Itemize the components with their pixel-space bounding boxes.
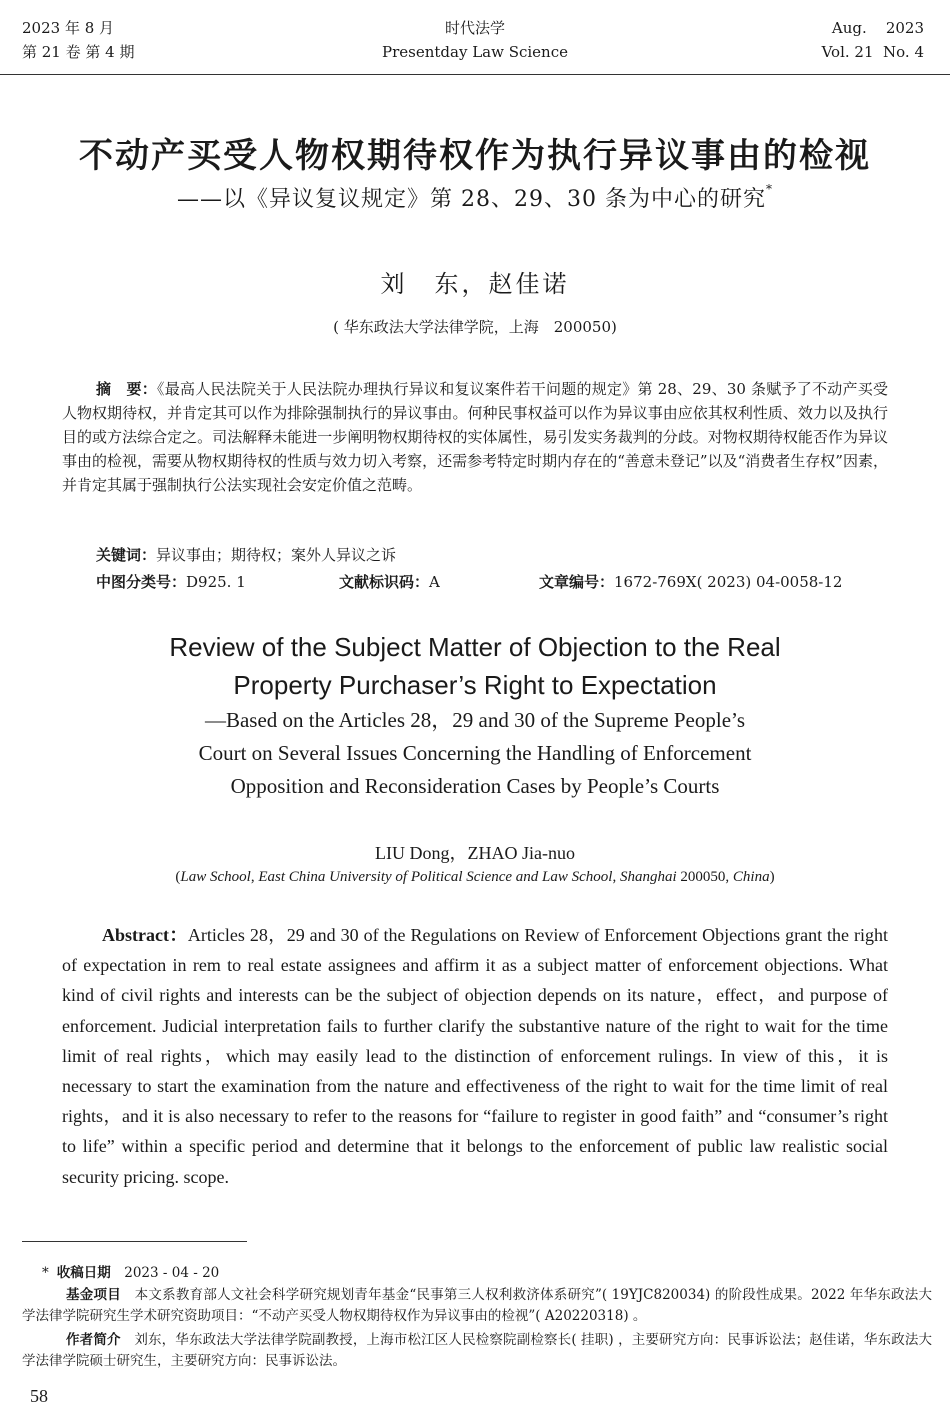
title-en-line-1: Review of the Subject Matter of Objection to the Real <box>169 632 781 662</box>
abstract-cn <box>62 377 888 497</box>
running-header-right <box>822 16 924 64</box>
affil-postcode: 200050 <box>680 869 726 885</box>
abstract-cn-text: 《最高人民法院关于人民法院办理执行异议和复议案件若干问题的规定》第 28、29、30 条赋予了不动产买受人物权期待权，并肯定其可以作为排除强制执行的异议事由。何种民事权益可以作为异议事由应依其权利性质、效力以及执行目的或方法综合定之。司法解释未能进一步阐明物权期待权的实体属性，易引发实务裁判的分歧。对物权期待权能否作为异议事由的检视，需要从物权期待权的性质与效力切入考察，还需参考特定时期内存在的“善意未登记”以及“消费者生存权”因素，并肯定其属于强制执行公法实现社会安定价值之范畴。 <box>62 380 888 494</box>
received-date: 2023 - 04 - 20 <box>124 1265 220 1281</box>
received-label: 收稿日期 <box>56 1265 111 1281</box>
keywords-cn <box>96 544 396 565</box>
subtitle-en-line-2: Court on Several Issues Concerning the Handling of Enforcement <box>198 741 752 765</box>
keywords-text: 异议事由；期待权；案外人异议之诉 <box>156 546 397 564</box>
authors-en: LIU Dong，ZHAO Jia-nuo <box>375 843 575 863</box>
abstract-en <box>62 920 888 1192</box>
journal-name-cn: 时代法学 <box>444 19 505 37</box>
doc-code-value: A <box>429 573 440 591</box>
doc-code-label: 文献标识码： <box>339 573 430 591</box>
doc-code <box>339 571 539 592</box>
subtitle-en-line-3: Opposition and Reconsideration Cases by People’s Courts <box>230 774 720 798</box>
affil-school: Law School <box>180 869 251 885</box>
author-bio-text: 刘东，华东政法大学法律学院副教授，上海市松江区人民检察院副检察长( 挂职) ，主要研究方向：民事诉讼法；赵佳诺，华东政法大学法律学院硕士研究生，主要研究方向：民事诉讼法。 <box>22 1332 933 1369</box>
journal-name-en: Presentday Law Science <box>382 43 568 61</box>
footnote-received <box>22 1263 932 1284</box>
affil-country: China <box>732 869 770 885</box>
classification-line <box>96 571 896 592</box>
running-header-center <box>0 16 950 64</box>
issue-date-en: Aug. 2023 <box>831 19 924 37</box>
affil-city: Shanghai <box>619 869 677 885</box>
clc-number <box>96 571 339 592</box>
footnote-fund <box>22 1285 932 1327</box>
article-number-value: 1672-769X( 2023) 04-0058-12 <box>614 573 843 591</box>
affil-university: East China University of Political Science and Law School <box>258 869 613 885</box>
header-rule <box>0 74 950 75</box>
abstract-cn-label: 摘 要： <box>96 380 157 398</box>
page-number: 58 <box>30 1386 48 1406</box>
received-mark: * <box>42 1265 49 1281</box>
affiliation-cn: ( 华东政法大学法律学院，上海 200050) <box>333 318 617 336</box>
volume-issue-cn: 第 21 卷 第 4 期 <box>22 43 135 61</box>
fund-label: 基金项目 <box>66 1287 121 1303</box>
subtitle-en-line-1: —Based on the Articles 28，29 and 30 of the Supreme People’s <box>204 708 746 732</box>
title-en-line-2: Property Purchaser’s Right to Expectation <box>233 670 717 700</box>
footnote-mark: * <box>765 182 773 196</box>
keywords-label: 关键词： <box>96 546 157 564</box>
abstract-en-label: Abstract： <box>102 925 188 945</box>
author-bio-label: 作者简介 <box>66 1332 121 1348</box>
footnote-author-bio <box>22 1330 932 1372</box>
affil-open: ( <box>175 869 181 885</box>
article-subtitle-en <box>0 704 950 803</box>
affil-close: ) <box>769 869 775 885</box>
article-subtitle-cn <box>0 182 950 213</box>
affiliation-en: (Law School, East China University of Political Science and Law School, Shanghai 200050, China) <box>175 869 775 885</box>
subtitle-cn-text: ——以《异议复议规定》第 28、29、30 条为中心的研究 <box>177 187 766 212</box>
article-title-cn: 不动产买受人物权期待权作为执行异议事由的检视 <box>79 136 871 176</box>
article-number <box>539 571 842 592</box>
article-number-label: 文章编号： <box>539 573 615 591</box>
issue-date-cn: 2023 年 8 月 <box>22 19 115 37</box>
footnote-rule <box>22 1241 247 1242</box>
clc-value: D925. 1 <box>186 573 246 591</box>
article-title-en <box>0 628 950 704</box>
abstract-en-text: Articles 28，29 and 30 of the Regulations on Review of Enforcement Objections grant the right of expectation in rem to real estate assignees and affirm it as a subject matter of enforcement objections. What kind of civil rights and interests can be the subject of objection depends on its nature，effect，and purpose of enforcement. Judicial interpretation fails to further clarify the substantive nature of the right to wait for the time limit of real rights，which may easily lead to the distinction of enforcement rulings. In view of this，it is necessary to start the examination from the nature and effectiveness of the right to wait for the time limit of real rights，and it is also necessary to refer to the reasons for “failure to register in good faith” and “consumer’s right to life” within a specific period and determine that it belongs to the enforcement of public law realistic social security pricing. scope. <box>62 925 888 1187</box>
clc-label: 中图分类号： <box>96 573 187 591</box>
fund-text: 本文系教育部人文社会科学研究规划青年基金“民事第三人权利救济体系研究”( 19YJC820034) 的阶段性成果。2022 年华东政法大学法律学院研究生学术研究资助项目：“不动产买受人物权期待权作为异议事由的检视”( A20220318) 。 <box>22 1287 933 1324</box>
authors-cn: 刘 东，赵佳诺 <box>380 270 570 298</box>
volume-issue-en: Vol. 21 No. 4 <box>821 43 924 61</box>
